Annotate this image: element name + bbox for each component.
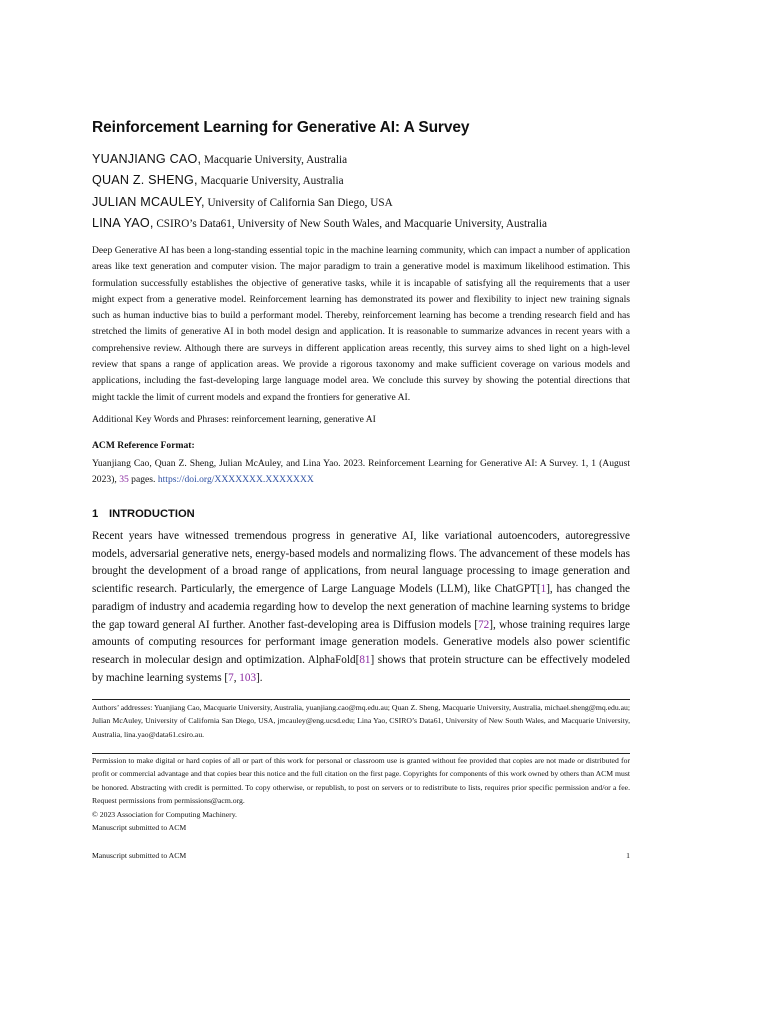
author-affiliation: Macquarie University, Australia xyxy=(200,175,344,187)
citation-link[interactable]: 7 xyxy=(228,671,234,684)
author-line xyxy=(92,152,347,166)
author-name: YUANJIANG CAO, xyxy=(92,152,202,166)
author-line xyxy=(92,173,344,187)
pages-count: 35 xyxy=(119,474,129,486)
footnote-divider xyxy=(92,699,630,700)
citation-link[interactable]: 103 xyxy=(239,671,257,684)
author-name: LINA YAO, xyxy=(92,216,154,230)
intro-text: ], whose training requires large amounts of computing resources for performant image generation models. Generative models also power scientific research in molecular design and optimization. AlphaFold[ xyxy=(92,618,631,666)
page-number: 1 xyxy=(626,851,630,860)
author-line xyxy=(92,216,547,230)
abstract: Deep Generative AI has been a long-standing essential topic in the machine learning community, which can impact a number of application areas like text generation and computer vision. The major paradigm to train a generative model is maximum likelihood estimation. This formulation successfully establishes the objective of generative tasks, while it is incapable of satisfying all the requirements that a user might expect from a generative model. Reinforcement learning has demonstrated its power and flexibility to inject new training signals such as human inductive bias to build a performant model. Thereby, reinforcement learning has become a trending research field and has stretched the limits of generative AI in both model design and application. It is reasonable to summarize advances in recent years with a comprehensive review. Although there are surveys in different application areas recently, this survey aims to shed light on a high-level review that spans a range of application areas. We provide a rigorous taxonomy and make sufficient coverage on various models and applications, including the fast-developing large language model area. We conclude this survey by showing the potential directions that might tackle the limit of current models and expand the frontiers for generative AI. xyxy=(92,245,630,403)
author-affiliation: CSIRO’s Data61, University of New South Wales, and Macquarie University, Australia xyxy=(156,218,547,230)
acm-reference xyxy=(92,456,630,489)
footer-manuscript: Manuscript submitted to ACM xyxy=(92,851,187,860)
intro-text: ] shows that protein structure can be effectively modeled by machine learning systems [ xyxy=(92,653,630,684)
author-name: QUAN Z. SHENG, xyxy=(92,173,198,187)
section-number: 1 xyxy=(92,508,99,520)
citation-link[interactable]: 1 xyxy=(540,583,547,596)
permission-notice: Permission to make digital or hard copies of all or part of this work for personal or classroom use is granted without fee provided that copies are not made or distributed for profit or commercial advantage and that copies bear this notice and the full citation on the first page. Copyrights for components of this work owned by others than ACM must be honored. Abstracting with credit is permitted. To copy otherwise, or republish, to post on servers or to redistribute to lists, requires prior specific permission and/or a fee. Request permissions from permissions@acm.org. xyxy=(92,756,631,806)
intro-text: ]. xyxy=(256,671,263,684)
section-title: INTRODUCTION xyxy=(109,508,195,520)
section-heading xyxy=(92,508,195,520)
intro-text: ], has changed the paradigm of industry and academia regarding how to develop the next generation of machine learning systems to bridge the gap toward general AI further. Another fast-developing area is Diffusion models [ xyxy=(92,583,630,631)
acm-reference-text: Yuanjiang Cao, Quan Z. Sheng, Julian McAuley, and Lina Yao. 2023. Reinforcement Learning for Generative AI: A Survey. 1, 1 (August 2023), xyxy=(92,458,630,486)
keywords: Additional Key Words and Phrases: reinforcement learning, generative AI xyxy=(92,414,376,425)
authors-addresses: Authors’ addresses: Yuanjiang Cao, Macquarie University, Australia, yuanjiang.cao@mq.edu.au; Quan Z. Sheng, Macquarie University, Australia, michael.sheng@mq.edu.au; Julian McAuley, University of California San Diego, USA, jmcauley@eng.ucsd.edu; Lina Yao, CSIRO’s Data61, University of New South Wales, and Macquarie University, Australia, lina.yao@data61.csiro.au. xyxy=(92,703,630,739)
author-name: JULIAN MCAULEY, xyxy=(92,195,205,209)
introduction-paragraph xyxy=(92,528,630,687)
pages-suffix: pages. xyxy=(128,474,158,486)
author-line xyxy=(92,195,393,209)
author-affiliation: University of California San Diego, USA xyxy=(207,197,393,209)
citation-link[interactable]: 81 xyxy=(359,653,371,666)
acm-reference-heading: ACM Reference Format: xyxy=(92,440,195,451)
manuscript-note: Manuscript submitted to ACM xyxy=(92,823,187,832)
paper-title: Reinforcement Learning for Generative AI: A Survey xyxy=(92,119,470,136)
copyright-line: © 2023 Association for Computing Machinery. xyxy=(92,810,237,819)
doi-link[interactable]: https://doi.org/XXXXXXX.XXXXXXX xyxy=(157,474,314,486)
citation-link[interactable]: 72 xyxy=(478,618,490,631)
intro-text: Recent years have witnessed tremendous progress in generative AI, like variational autoencoders, autoregressive models, adversarial generative nets, energy-based models and normalizing flows. The advancement of these models has brought the development of a broad range of applications, from neural language processing to image generation and scientific research. Particularly, the emergence of Large Language Models (LLM), like ChatGPT[ xyxy=(92,530,630,596)
intro-text: , xyxy=(233,671,240,684)
author-affiliation: Macquarie University, Australia xyxy=(203,154,348,166)
